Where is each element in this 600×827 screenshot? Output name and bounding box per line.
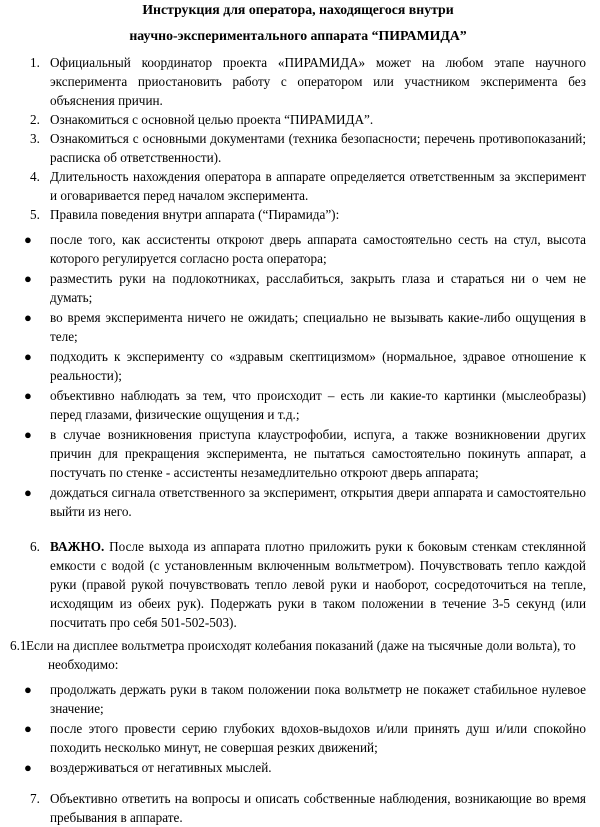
item-text <box>50 537 586 632</box>
item-number: 7. <box>30 791 40 806</box>
document-title-line-2: научно-экспериментального аппарата “ПИРАМИДА” <box>129 28 467 43</box>
bullet-text: продолжать держать руки в таком положении пока вольтметр не покажет стабильное нулевое значение; <box>50 682 586 716</box>
bullet-text: объективно наблюдать за тем, что происходит – есть ли какие-то картинки (мыслеобразы) перед глазами, физические ощущения и т.д.; <box>50 388 586 422</box>
item-text: Правила поведения внутри аппарата (“Пирамида”): <box>50 207 340 222</box>
bullet-icon: ● <box>24 721 32 736</box>
bullet-item <box>10 425 586 482</box>
item-number: 2. <box>30 112 40 127</box>
item-text: Длительность нахождения оператора в аппарате определяется ответственным за эксперимент и оговаривается перед началом эксперимента. <box>50 169 586 203</box>
bullet-item <box>10 758 586 777</box>
item-text: Ознакомиться с основными документами (техника безопасности; перечень противопоказаний; расписка об ответственности). <box>50 131 586 165</box>
item-text: Ознакомиться с основной целью проекта “ПИРАМИДА”. <box>50 112 374 127</box>
bullet-item <box>10 483 586 521</box>
important-label: ВАЖНО. <box>50 539 105 554</box>
bullet-item <box>10 269 586 307</box>
item-text: Объективно ответить на вопросы и описать собственные наблюдения, возникающие во время пребывания в аппарате. <box>50 791 586 825</box>
item-number: 5. <box>30 207 40 222</box>
bullet-icon: ● <box>24 682 32 697</box>
bullet-icon: ● <box>24 232 32 247</box>
list-item-6 <box>10 537 586 632</box>
document-title-line-1: Инструкция для оператора, находящегося внутри <box>142 2 454 17</box>
bullet-icon: ● <box>24 310 32 325</box>
bullet-text: после этого провести серию глубоких вдохов-выдохов и/или принять душ и/или спокойно походить несколько минут, не совершая резких движений; <box>50 721 586 755</box>
item-text: Официальный координатор проекта «ПИРАМИДА» может на любом этапе научного эксперимента приостановить работу с оператором или участником эксперимента без объяснения причин. <box>50 55 586 108</box>
list-item-3 <box>10 129 586 167</box>
list-item-5 <box>10 205 586 224</box>
bullet-text: дождаться сигнала ответственного за эксперимент, открытия двери аппарата и самостоятельно выйти из него. <box>50 485 586 519</box>
numbered-list <box>10 53 586 224</box>
bullet-text: разместить руки на подлокотниках, расслабиться, закрыть глаза и стараться ни о чем не думать; <box>50 271 586 305</box>
bullet-item <box>10 680 586 718</box>
bullet-item <box>10 347 586 385</box>
item-number: 4. <box>30 169 40 184</box>
item-number: 3. <box>30 131 40 146</box>
bullet-item <box>10 230 586 268</box>
bullet-text: после того, как ассистенты откроют дверь аппарата самостоятельно сесть на стул, высота которого регулируется согласно роста оператора; <box>50 232 586 266</box>
item-number: 6. <box>30 539 40 554</box>
important-text: После выхода из аппарата плотно приложить руки к боковым стенкам стеклянной емкости с водой (с установленным включенным вольтметром). Почувствовать тепло каждой руки (правой рукой почувствовать тепло левой руки и наоборот, сосредоточиться на тепле, исходящим из обеих рук). Подержать руки в таком положении в течение 3-5 секунд (или посчитать про себя 501-502-503). <box>50 539 586 630</box>
behavior-rules-list <box>10 230 586 521</box>
bullet-text: воздерживаться от негативных мыслей. <box>50 760 272 775</box>
list-item-2 <box>10 110 586 129</box>
bullet-icon: ● <box>24 485 32 500</box>
bullet-text: в случае возникновения приступа клаустрофобии, испуга, а также возникновении других причин для прекращения эксперимента, не пытаться самостоятельно покинуть аппарат, а постучать по стенке - ассистенты незамедлительно откроют дверь аппарата; <box>50 427 586 480</box>
bullet-text: подходить к эксперименту со «здравым скептицизмом» (нормальное, здравое отношение к реальности); <box>50 349 586 383</box>
bullet-icon: ● <box>24 388 32 403</box>
list-item-1 <box>10 53 586 110</box>
list-item-6-1 <box>10 636 586 674</box>
bullet-item <box>10 308 586 346</box>
item-text: Если на дисплее вольтметра происходят колебания показаний (даже на тысячные доли вольта), то необходимо: <box>26 638 576 672</box>
bullet-icon: ● <box>24 427 32 442</box>
bullet-item <box>10 386 586 424</box>
bullet-icon: ● <box>24 349 32 364</box>
bullet-icon: ● <box>24 271 32 286</box>
item-number: 1. <box>30 55 40 70</box>
list-item-4 <box>10 167 586 205</box>
bullet-text: во время эксперимента ничего не ожидать; специально не вызывать какие-либо ощущения в теле; <box>50 310 586 344</box>
item-number: 6.1 <box>10 638 27 653</box>
bullet-item <box>10 719 586 757</box>
voltmeter-steps-list <box>10 680 586 777</box>
list-item-7 <box>10 789 586 827</box>
bullet-icon: ● <box>24 760 32 775</box>
